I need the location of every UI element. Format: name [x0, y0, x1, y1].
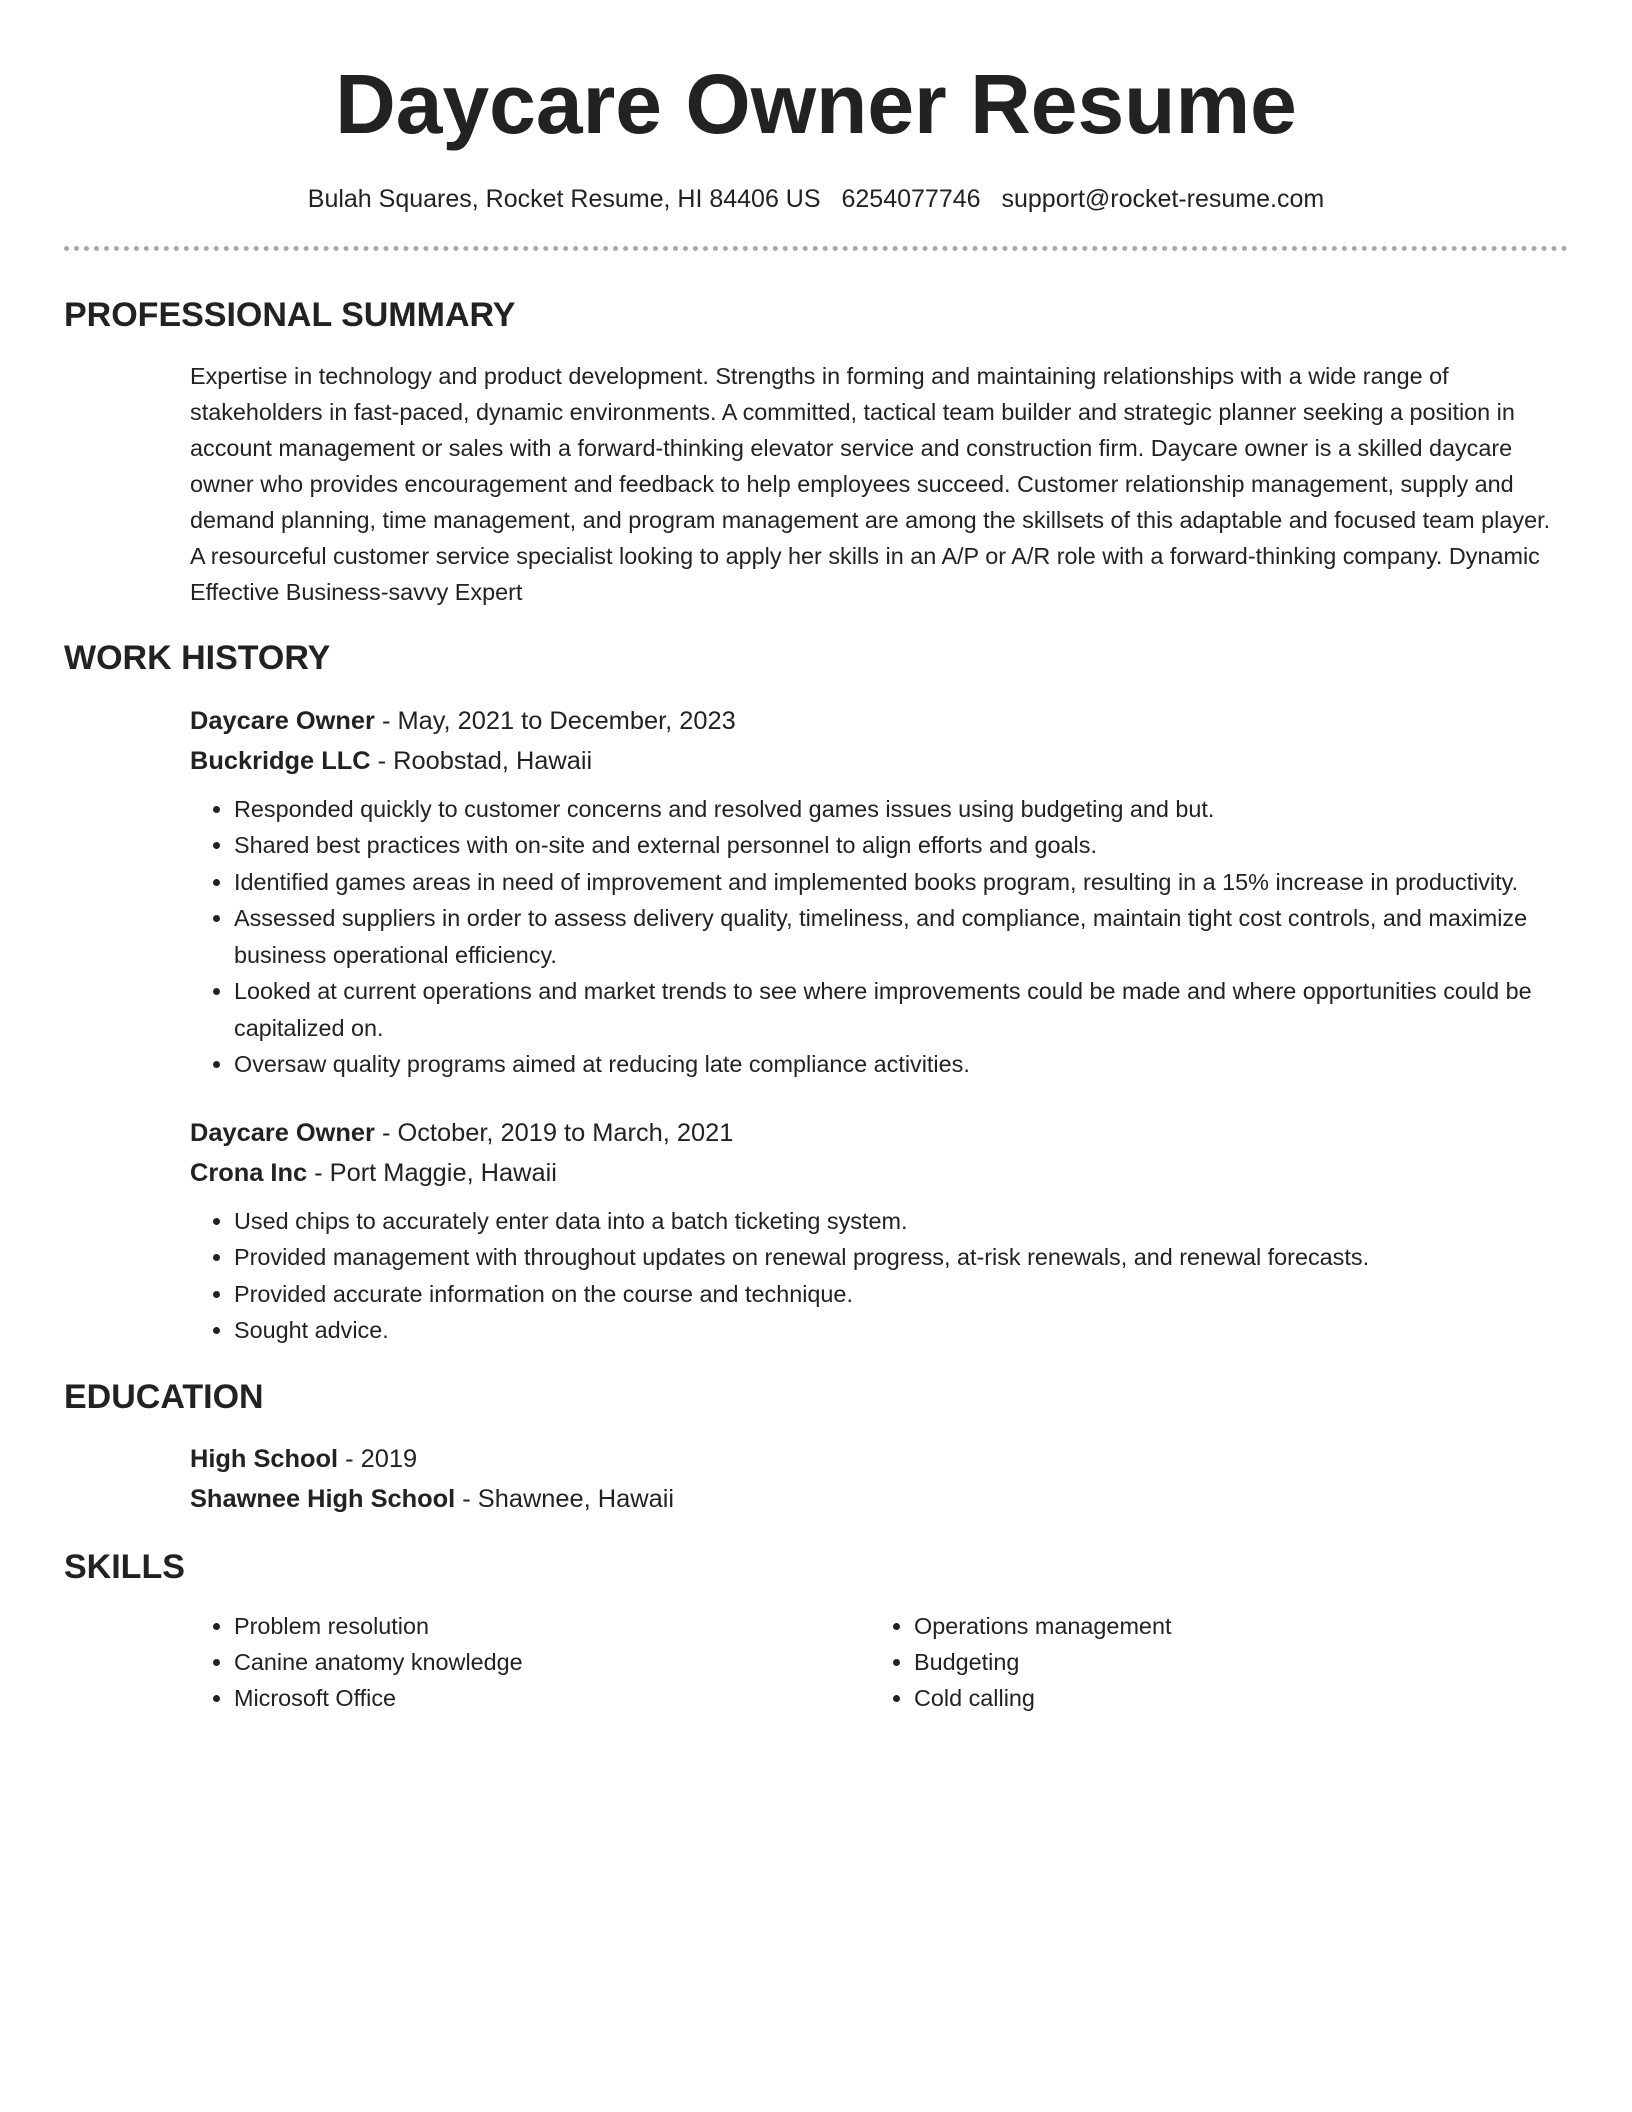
job-title-line — [190, 1113, 1568, 1153]
list-item: • Sought advice. — [234, 1312, 1568, 1349]
education-school: Shawnee High School — [190, 1485, 456, 1514]
job-company-line — [190, 1153, 1568, 1193]
education-location: - Shawnee, Hawaii — [455, 1485, 674, 1514]
summary-section — [190, 358, 1568, 610]
skills-column-right — [870, 1608, 1550, 1716]
education-school-line — [190, 1479, 1568, 1519]
skills-column-left — [190, 1608, 870, 1716]
education-heading: EDUCATION — [64, 1377, 264, 1416]
job-title: Daycare Owner — [190, 706, 375, 735]
skill-item: • Problem resolution — [234, 1608, 870, 1644]
education-section — [190, 1439, 1568, 1519]
education-year: - 2019 — [338, 1445, 418, 1474]
job-entry — [190, 1113, 1568, 1349]
skill-item: • Budgeting — [914, 1644, 1550, 1680]
skill-item: • Operations management — [914, 1608, 1550, 1644]
job-title: Daycare Owner — [190, 1118, 375, 1147]
work-history-section — [190, 701, 1568, 1349]
skill-item: • Canine anatomy knowledge — [234, 1644, 870, 1680]
job-dates: - May, 2021 to December, 2023 — [374, 706, 736, 735]
contact-address: Bulah Squares, Rocket Resume, HI 84406 US — [307, 185, 821, 213]
education-degree-line — [190, 1439, 1568, 1479]
job-location: - Port Maggie, Hawaii — [307, 1158, 557, 1187]
list-item: • Responded quickly to customer concerns and resolved games issues using budgeting and but. — [234, 791, 1568, 828]
list-item: • Provided management with throughout updates on renewal progress, at-risk renewals, and renewal forecasts. — [234, 1239, 1568, 1276]
contact-phone: 6254077746 — [841, 185, 981, 213]
summary-heading: PROFESSIONAL SUMMARY — [64, 296, 516, 334]
job-entry — [190, 701, 1568, 1083]
job-location: - Roobstad, Hawaii — [370, 746, 593, 775]
work-history-heading: WORK HISTORY — [64, 638, 331, 677]
summary-text: Expertise in technology and product development. Strengths in forming and maintaining relationships with a wide range of stakeholders in fast-paced, dynamic environments. A committed, tactical team builder and strategic planner seeking a position in account management or sales with a forward-thinking elevator service and construction firm. Daycare owner is a skilled daycare owner who provides encouragement and feedback to help employees succeed. Customer relationship management, supply and demand planning, time management, and program management are among the skillsets of this adaptable and focused team player. A resourceful customer service specialist looking to apply her skills in an A/P or A/R role with a forward-thinking company. Dynamic Effective Business-savvy Expert — [190, 362, 1551, 605]
job-title-line — [190, 701, 1568, 741]
education-degree: High School — [190, 1445, 339, 1474]
skills-section — [190, 1608, 1568, 1716]
list-item: • Oversaw quality programs aimed at reducing late compliance activities. — [234, 1046, 1568, 1083]
job-company-line — [190, 741, 1568, 781]
list-item: • Provided accurate information on the course and technique. — [234, 1276, 1568, 1313]
list-item: • Identified games areas in need of improvement and implemented books program, resulting in a 15% increase in productivity. — [234, 864, 1568, 901]
list-item: • Assessed suppliers in order to assess delivery quality, timeliness, and compliance, maintain tight cost controls, and maximize business operational efficiency. — [234, 900, 1568, 973]
job-dates: - October, 2019 to March, 2021 — [374, 1118, 734, 1147]
job-company: Crona Inc — [190, 1158, 308, 1187]
list-item: • Used chips to accurately enter data into a batch ticketing system. — [234, 1203, 1568, 1240]
contact-email: support@rocket-resume.com — [1001, 185, 1325, 213]
job-bullets — [190, 791, 1568, 1083]
contact-line — [64, 184, 1568, 214]
job-bullets — [190, 1203, 1568, 1349]
skills-heading: SKILLS — [64, 1548, 185, 1587]
list-item: • Shared best practices with on-site and external personnel to align efforts and goals. — [234, 827, 1568, 864]
skill-item: • Cold calling — [914, 1680, 1550, 1716]
job-company: Buckridge LLC — [190, 746, 371, 775]
list-item: • Looked at current operations and market trends to see where improvements could be made and where opportunities could be capitalized on. — [234, 973, 1568, 1046]
header-divider — [64, 246, 1568, 251]
resume-title: Daycare Owner Resume — [335, 57, 1297, 151]
skill-item: • Microsoft Office — [234, 1680, 870, 1716]
